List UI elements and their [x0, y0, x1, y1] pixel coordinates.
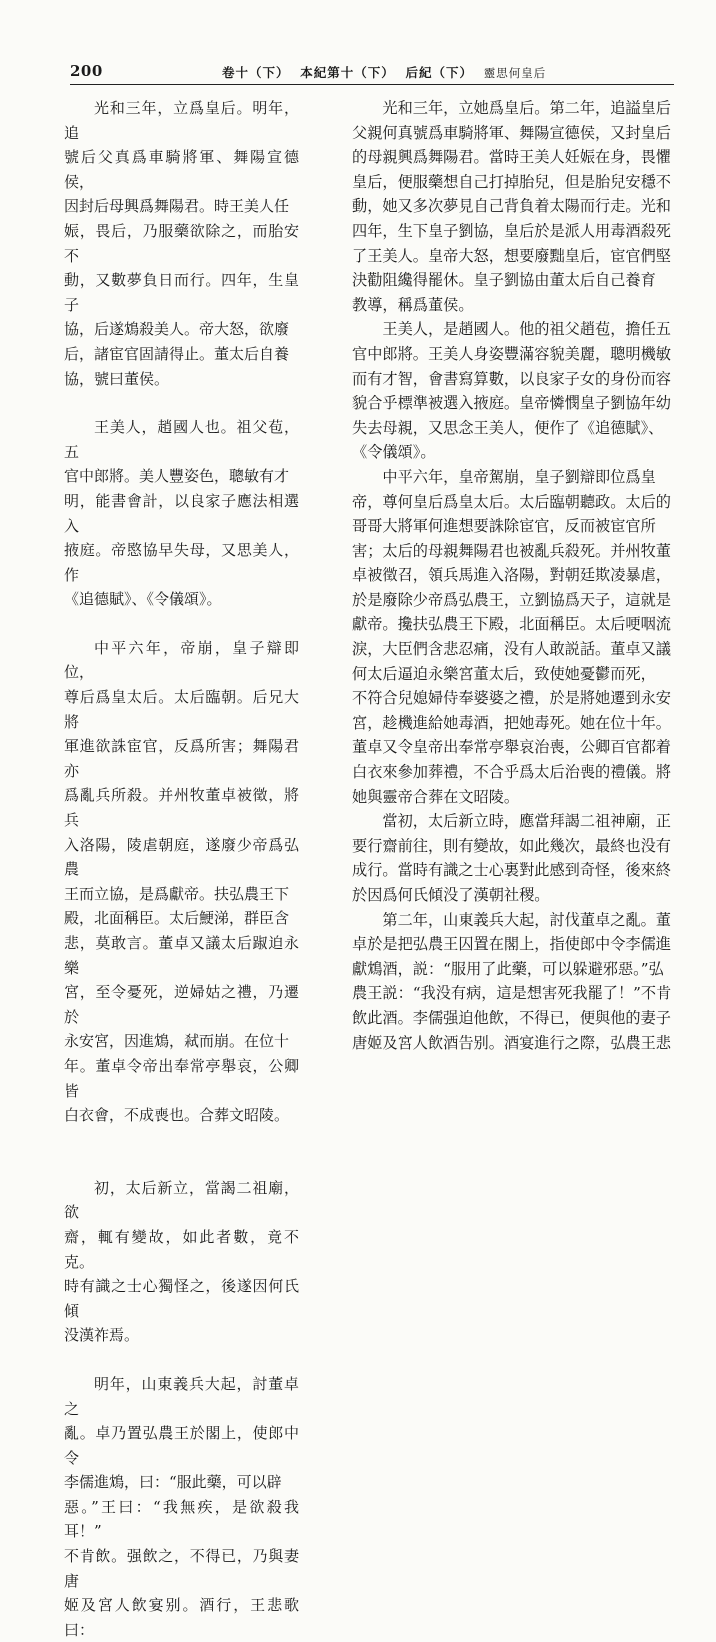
classical-text-column [64, 96, 299, 1642]
classical-paragraph-1: 光和三年，立爲皇后。明年，追 號后父真爲車騎將軍、舞陽宣德侯， 因封后母興爲舞陽君。時王美人任 娠，畏后，乃服藥欲除之，而胎安不 動，又數夢負日而行。四年，生皇子 協，后遂鴆殺美人。帝大怒，欲廢 后，諸宦官固請得止。董太后自養 協，號曰董侯。 [64, 99, 299, 388]
classical-paragraph-2: 王美人，趙國人也。祖父苞，五 官中郎將。美人豐姿色，聰敏有才 明，能書會計，以良家子應法相選入 掖庭。帝愍協早失母，又思美人，作 《追德賦》、《令儀頌》。 [64, 418, 299, 609]
running-subtitle: 靈思何皇后 [483, 66, 547, 80]
modern-translation-column [352, 96, 676, 1055]
running-volume: 卷十（下） [222, 65, 290, 80]
modern-paragraph-3: 中平六年，皇帝駕崩，皇子劉辯即位爲皇 帝，尊何皇后爲皇太后。太后臨朝聽政。太后的 哥哥大將軍何進想要誅除宦官，反而被宦官所 害；太后的母親舞陽君也被亂兵殺死。并州牧董 卓被徵召，領兵馬進入洛陽，對朝廷欺凌暴虐， 於是廢除少帝爲弘農王，立劉協爲天子，這就是 獻帝。攙扶弘農王下殿，北面稱臣。太后哽咽流 淚，大臣們含悲忍痛，没有人敢説話。董卓又議 何太后逼迫永樂宮董太后，致使她憂鬱而死， 不符合兒媳婦侍奉婆婆之禮，於是將她遷到永安 宮，趁機進給她毒酒，把她毒死。她在位十年。 董卓又令皇帝出奉常亭舉哀治喪，公卿百官都着 白衣來參加葬禮，不合乎爲太后治喪的禮儀。將 她與靈帝合葬在文昭陵。 [352, 467, 671, 806]
running-section: 后紀（下） [405, 65, 473, 80]
header-rule [70, 84, 674, 85]
classical-paragraph-4: 初，太后新立，當謁二祖廟，欲 齋，輒有變故，如此者數，竟不克。 時有識之士心獨怪之，後遂因何氏傾 没漢祚焉。 [64, 1178, 299, 1345]
running-title [222, 63, 546, 81]
modern-paragraph-2: 王美人，是趙國人。他的祖父趙苞，擔任五 官中郎將。王美人身姿豐滿容貌美麗，聰明機敏 而有才智，會書寫算數，以良家子女的身份而容 貌合乎標準被選入掖庭。皇帝憐憫皇子劉協年幼 失去母親，又思念王美人，便作了《追德賦》、 《令儀頌》。 [352, 320, 671, 462]
modern-paragraph-1: 光和三年，立她爲皇后。第二年，追謚皇后 父親何真號爲車騎將軍、舞陽宣德侯，又封皇后 的母親興爲舞陽君。當時王美人妊娠在身，畏懼 皇后，便服藥想自己打掉胎兒，但是胎兒安穩不 動，她又多次夢見自己背負着太陽而行走。光和 四年，生下皇子劉協，皇后於是派人用毒酒殺死 了王美人。皇帝大怒，想要廢黜皇后，宦官們堅 決勸阻纔得罷休。皇子劉協由董太后自己養育 教導，稱爲董侯。 [352, 99, 671, 314]
page-header [70, 62, 674, 84]
modern-paragraph-4: 當初，太后新立時，應當拜謁二祖神廟，正 要行齋前往，則有變故，如此幾次，最終也没有 成行。當時有識之士心裏對此感到奇怪，後來終 於因爲何氏傾没了漢朝社稷。 [352, 812, 671, 904]
modern-paragraph-5: 第二年，山東義兵大起，討伐董卓之亂。董 卓於是把弘農王囚置在閣上，指使郎中令李儒進 獻鴆酒，説：“服用了此藥，可以躲避邪惡。”弘 農王説：“我没有病，這是想害死我罷了！”不肯 飲此酒。李儒强迫他飲，不得已，便與他的妻子 唐姬及宮人飲酒告别。酒宴進行之際，弘農王悲 [352, 910, 672, 1052]
page-number: 200 [70, 62, 103, 80]
classical-paragraph-5: 明年，山東義兵大起，討董卓之 亂。卓乃置弘農王於閣上，使郎中令 李儒進鴆，曰：“服此藥，可以辟 惡。”王曰：“我無疾，是欲殺我耳！” 不肯飲。强飲之，不得已，乃與妻唐 姬及宮人飲宴别。酒行，王悲歌曰： [64, 1374, 299, 1639]
running-chronicle: 本紀第十（下） [300, 65, 395, 80]
classical-paragraph-3: 中平六年，帝崩，皇子辯即位， 尊后爲皇太后。太后臨朝。后兄大將 軍進欲誅宦官，反爲所害；舞陽君亦 爲亂兵所殺。并州牧董卓被徵，將兵 入洛陽，陵虐朝庭，遂廢少帝爲弘農 王而立協，是爲獻帝。扶弘農王下 殿，北面稱臣。太后鯁涕，群臣含 悲，莫敢言。董卓又議太后踧迫永樂 宮，至令憂死，逆婦姑之禮，乃遷於 永安宮，因進鴆，弒而崩。在位十 年。董卓令帝出奉常亭舉哀，公卿皆 白衣會，不成喪也。合葬文昭陵。 [64, 638, 299, 1125]
